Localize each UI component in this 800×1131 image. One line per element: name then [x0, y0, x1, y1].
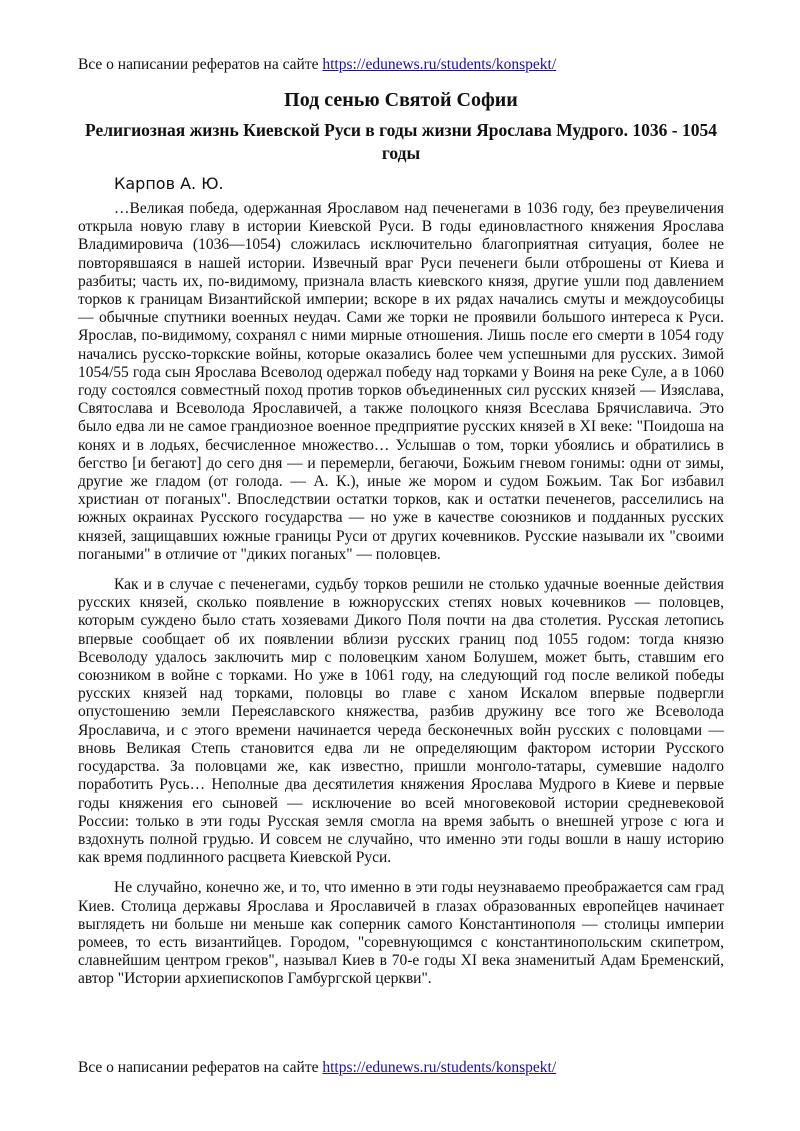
page-footer [78, 1059, 556, 1077]
document-author: Карпов А. Ю. [114, 174, 224, 193]
header-text: Все о написании рефератов на сайте [78, 56, 323, 73]
footer-text: Все о написании рефератов на сайте [78, 1059, 323, 1076]
paragraph-1: …Великая победа, одержанная Ярославом над печенегами в 1036 году, без преувеличения открыла новую главу в истории Киевской Руси. В годы единовластного княжения Ярослава Владимировича (1036—1054) сложилась исключительно благоприятная ситуация, более не повторявшаяся в нашей истории. Извечный враг Руси печенеги были отброшены от Киева и разбиты; часть их, по-видимому, признала власть киевского князя, другие ушли под давлением торков к границам Византийской империи; вскоре в их рядах начались смуты и междоусобицы — обычные спутники военных неудач. Сами же торки не проявили большого интереса к Руси. Ярослав, по-видимому, сохранял с ними мирные отношения. Лишь после его смерти в 1054 году начались русско-торкские войны, которые оказались более чем успешными для русских. Зимой 1054/55 года сын Ярослава Всеволод одержал победу над торками у Воиня на реке Суле, а в 1060 году состоялся совместный поход против торков объединенных сил русских князей — Изяслава, Святослава и Всеволода Ярославичей, а также полоцкого князя Всеслава Брячиславича. Это было едва ли не самое грандиозное военное предприятие русских князей в XI веке: "Поидоша на конях и в лодьях, бесчисленное множество… Услышав о том, торки убоялись и обратились в бегство [и бегают] до сего дня — и перемерли, бегаючи, Божьим гневом гонимы: одни от зимы, другие же гладом (от голода. — А. К.), иные же мором и судом Божьим. Так Бог избавил христиан от поганых". Впоследствии остатки торков, как и остатки печенегов, расселились на южных окраинах Русского государства — но уже в качестве союзников и подданных русских князей, защищавших южные границы Руси от других кочевников. Русские называли их "своими погаными" в отличие от "диких поганых" — половцев. [78, 200, 724, 563]
footer-link[interactable]: https://edunews.ru/students/konspekt/ [322, 1059, 557, 1076]
document-body [78, 88, 724, 1001]
paragraph-2: Как и в случае с печенегами, судьбу торков решили не столько удачные военные действия русских князей, сколько появление в южнорусских степях новых кочевников — половцев, которым суждено было стать хозяевами Дикого Поля почти на два столетия. Русская летопись впервые сообщает об их появлении вблизи русских границ под 1055 годом: тогда князю Всеволоду удалось заключить мир с половецким ханом Болушем, может быть, ставшим его союзником в войне с торками. Но уже в 1061 году, на следующий год после великой победы русских князей над торками, половцы во главе с ханом Искалом впервые подвергли опустошению земли Переяславского княжества, разбив дружину все того же Всеволода Ярославича, и с этого времени начинается череда бесконечных войн русских с половцами — вновь Великая Степь становится едва ли не определяющим фактором истории Русского государства. За половцами же, как известно, пришли монголо-татары, сумевшие надолго поработить Русь… Неполные два десятилетия княжения Ярослава Мудрого в Киеве и первые годы княжения его сыновей — исключение во всей многовековой истории средневековой России: только в эти годы Русская земля смогла на время забыть о внешней угрозе с юга и вздохнуть полной грудью. И совсем не случайно, что именно эти годы вошли в нашу историю как время подлинного расцвета Киевской Руси. [78, 576, 724, 867]
paragraph-3: Не случайно, конечно же, и то, что именно в эти годы неузнаваемо преображается сам град Киев. Столица державы Ярослава и Ярославичей в глазах образованных европейцев начинает выглядеть ни больше ни меньше как соперник самого Константинополя — столицы империи ромеев, то есть византийцев. Городом, "соревнующимся с константинопольским скипетром, славнейшим центром греков", называл Киев в 70-е годы XI века знаменитый Адам Бременский, автор "Истории архиепископов Гамбургской церкви". [78, 879, 724, 988]
page-header [78, 56, 556, 74]
document-subtitle: Религиозная жизнь Киевской Руси в годы жизни Ярослава Мудрого. 1036 - 1054 годы [85, 120, 717, 163]
header-link[interactable]: https://edunews.ru/students/konspekt/ [322, 56, 557, 73]
document-title: Под сенью Святой Софии [284, 89, 518, 111]
